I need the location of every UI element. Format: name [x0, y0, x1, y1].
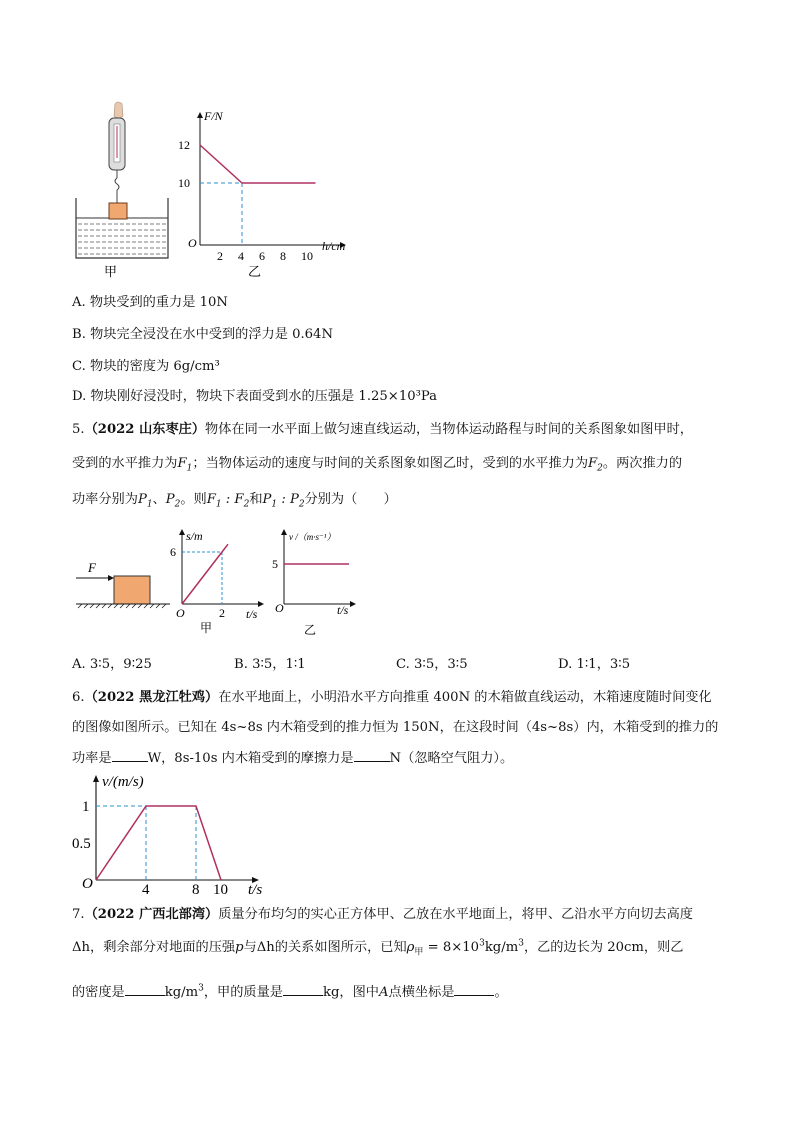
- q7-blank-density[interactable]: [125, 982, 165, 996]
- q6-source: （2022 黑龙江牡鸡）: [84, 690, 219, 705]
- q7-text-3g: 点横坐标是: [388, 985, 455, 1000]
- q6-line-3: [72, 747, 513, 766]
- q7-line-3: [72, 981, 508, 1000]
- q7-density-unit-exp: 3: [518, 938, 524, 949]
- fig4-x-tick-6: 6: [259, 249, 265, 263]
- q7-line-2: [72, 936, 684, 958]
- fig4-x-tick-4: 4: [238, 249, 244, 263]
- q7-rho: ρ: [406, 940, 415, 955]
- q7-delta-h-2: Δh: [256, 940, 275, 955]
- q6-y-tick-0.5: 0.5: [72, 836, 91, 852]
- q5-option-a: A. 3∶5，9∶25: [72, 657, 152, 672]
- q6-text-1: 在水平地面上，小明沿水平方向推重 400N 的木箱做直线运动，木箱速度随时间变化: [218, 690, 712, 705]
- q5-text-3c: 。则: [180, 492, 207, 507]
- q7-text-3d: ，甲的质量是: [203, 985, 283, 1000]
- q6-blank-friction[interactable]: [354, 748, 390, 762]
- q7-text-3a: 的密度是: [72, 985, 125, 1000]
- force-label: F: [88, 560, 96, 575]
- q6-line-2: 的图像如图所示。已知在 4s~8s 内木箱受到的推力恒为 150N，在这段时间（4s~8s）内，木箱受到的推力的: [72, 720, 719, 735]
- q5-text-3a: 功率分别为: [72, 492, 138, 507]
- q5-number: 5.: [72, 422, 85, 437]
- q7-text-2f: 的关系如图所示，已知: [274, 940, 407, 955]
- q5-text-2c: 。两次推力的: [602, 456, 683, 471]
- y-axis-arrow: [197, 112, 203, 118]
- q6-line-1: [72, 686, 712, 705]
- q6-y-axis-arrow: [93, 775, 99, 782]
- q7-text-3h: 。: [494, 985, 508, 1000]
- q5-yi-origin: O: [275, 601, 284, 615]
- q7-rho-sub: 甲: [414, 947, 424, 958]
- q7-density-exp: 3: [479, 938, 485, 949]
- q4-figure: [70, 100, 370, 280]
- q4-option-b: B. 物块完全浸没在水中受到的浮力是 0.64N: [72, 327, 333, 342]
- q5-P1: $P_1$: [137, 492, 153, 510]
- q5-jia-x-label: t/s: [246, 607, 258, 621]
- q5-graph-jia: [170, 529, 264, 635]
- q7-text-1: 质量分布均匀的实心正方体甲、乙放在水平地面上，将甲、乙沿水平方向切去高度: [218, 907, 693, 922]
- q7-point-A: A: [379, 985, 389, 1000]
- q5-line-1: [72, 418, 693, 437]
- q7-text-2b: ，剩余部分对地面的压强: [90, 940, 236, 955]
- q6-y-axis-label: v/(m/s): [102, 774, 144, 790]
- q7-source: （2022 广西北部湾）: [84, 907, 219, 922]
- q7-text-2m: ，乙的边长为 20cm，则乙: [523, 940, 684, 955]
- fig4-graph: [178, 109, 346, 263]
- q4-option-c: C. 物块的密度为 6g/cm³: [72, 359, 220, 374]
- hand-icon: [114, 102, 123, 118]
- q5-P-ratio: $P_1$ : $P_2$: [262, 492, 305, 510]
- fig4-x-tick-8: 8: [280, 249, 286, 263]
- q5-source: （2022 山东枣庄）: [84, 422, 206, 437]
- fig4-y-tick-10: 10: [178, 176, 190, 190]
- pushed-block: [114, 576, 150, 604]
- q5-jia-x-tick-2: 2: [219, 606, 225, 620]
- q4-option-d: D. 物块刚好浸没时，物块下表面受到水的压强是 1.25×10³Pa: [72, 389, 438, 404]
- q7-p: p: [235, 940, 244, 955]
- q5-text-3b: 、: [152, 492, 166, 507]
- q5-F1: $F_1$: [177, 456, 193, 474]
- q7-density-value: = 8×10: [423, 940, 480, 955]
- q7-unit: kg/m: [164, 985, 199, 1000]
- q6-text-3a: 功率是: [72, 751, 112, 766]
- q6-x-tick-10: 10: [213, 882, 228, 898]
- q5-jia-series-line: [182, 544, 228, 604]
- q5-text-1: 物体在同一水平面上做匀速直线运动，当物体运动路程与时间的关系图象如图甲时，: [205, 422, 693, 437]
- q7-blank-coord[interactable]: [454, 982, 494, 996]
- q5-option-b: B. 3∶5，1∶1: [234, 657, 306, 672]
- q5-P2: $P_2$: [165, 492, 181, 510]
- fig4-series-line: [200, 145, 316, 183]
- fig4-y-tick-12: 12: [178, 138, 190, 152]
- q6-text-3b: W，8s-10s 内木箱受到的摩擦力是: [147, 751, 354, 766]
- q7-density-unit: kg/m: [484, 940, 519, 955]
- q7-delta-h: Δh: [72, 940, 91, 955]
- origin-label: O: [188, 236, 197, 250]
- q5-yi-caption: 乙: [304, 623, 317, 637]
- q5-yi-y-tick-5: 5: [272, 557, 278, 571]
- fig4-x-tick-10: 10: [301, 249, 313, 263]
- q6-y-tick-1: 1: [82, 799, 90, 815]
- q6-x-tick-4: 4: [142, 882, 150, 898]
- q7-number: 7.: [72, 907, 85, 922]
- q5-option-c: C. 3∶5，3∶5: [396, 657, 468, 672]
- q5-line-2: [72, 452, 682, 474]
- q5-text-2a: 受到的水平推力为: [72, 456, 178, 471]
- q6-series-line: [96, 806, 221, 880]
- q5-text-2b: ；当物体运动的速度与时间的关系图象如图乙时，受到的水平推力为: [192, 456, 589, 471]
- q7-unit-exp: 3: [198, 983, 204, 994]
- q5-yi-x-label: t/s: [337, 603, 349, 617]
- q6-chart: [70, 772, 280, 900]
- q5-graph-yi: [272, 529, 356, 637]
- q5-jia-caption: 甲: [200, 621, 213, 635]
- spring-scale-icon: [109, 118, 125, 203]
- q5-yi-y-label: v /（m·s⁻¹）: [289, 532, 336, 542]
- y-axis-label: F/N: [204, 109, 223, 123]
- q5-F-ratio: $F_1$ : $F_2$: [206, 492, 250, 510]
- q5-text-3d: 和: [249, 492, 263, 507]
- fig4-x-tick-2: 2: [217, 249, 223, 263]
- q5-jia-y-tick-6: 6: [170, 544, 176, 559]
- x-axis-label: h/cm: [322, 239, 346, 253]
- q6-x-axis-label: t/s: [248, 882, 263, 898]
- q6-x-tick-8: 8: [192, 882, 200, 898]
- fig4-label-jia: 甲: [104, 264, 118, 279]
- q5-line-3: [72, 488, 397, 510]
- q7-text-2d: 与: [243, 940, 257, 955]
- fig4-marks: [178, 138, 316, 263]
- q5-jia-origin: O: [176, 606, 185, 620]
- q4-option-a: A. 物块受到的重力是 10N: [72, 295, 228, 310]
- q6-origin: O: [82, 876, 93, 892]
- q5-figures: [70, 528, 370, 640]
- q7-text-3e: kg，图中: [323, 985, 379, 1000]
- fig4-label-yi: 乙: [248, 264, 262, 279]
- q7-blank-mass[interactable]: [283, 982, 323, 996]
- q5-F2: $F_2$: [588, 456, 603, 474]
- q5-option-d: D. 1∶1，3∶5: [558, 657, 631, 672]
- object-block: [109, 203, 127, 219]
- q6-number: 6.: [72, 690, 85, 705]
- q6-text-3c: N（忽略空气阻力）。: [389, 751, 514, 766]
- q7-line-1: [72, 903, 693, 922]
- q5-text-3e: 分别为（ ）: [304, 492, 397, 507]
- q6-marks: [72, 799, 228, 898]
- q5-jia-y-label: s/m: [186, 529, 203, 543]
- q5-block-diagram: [76, 560, 170, 608]
- q6-blank-power[interactable]: [112, 748, 148, 762]
